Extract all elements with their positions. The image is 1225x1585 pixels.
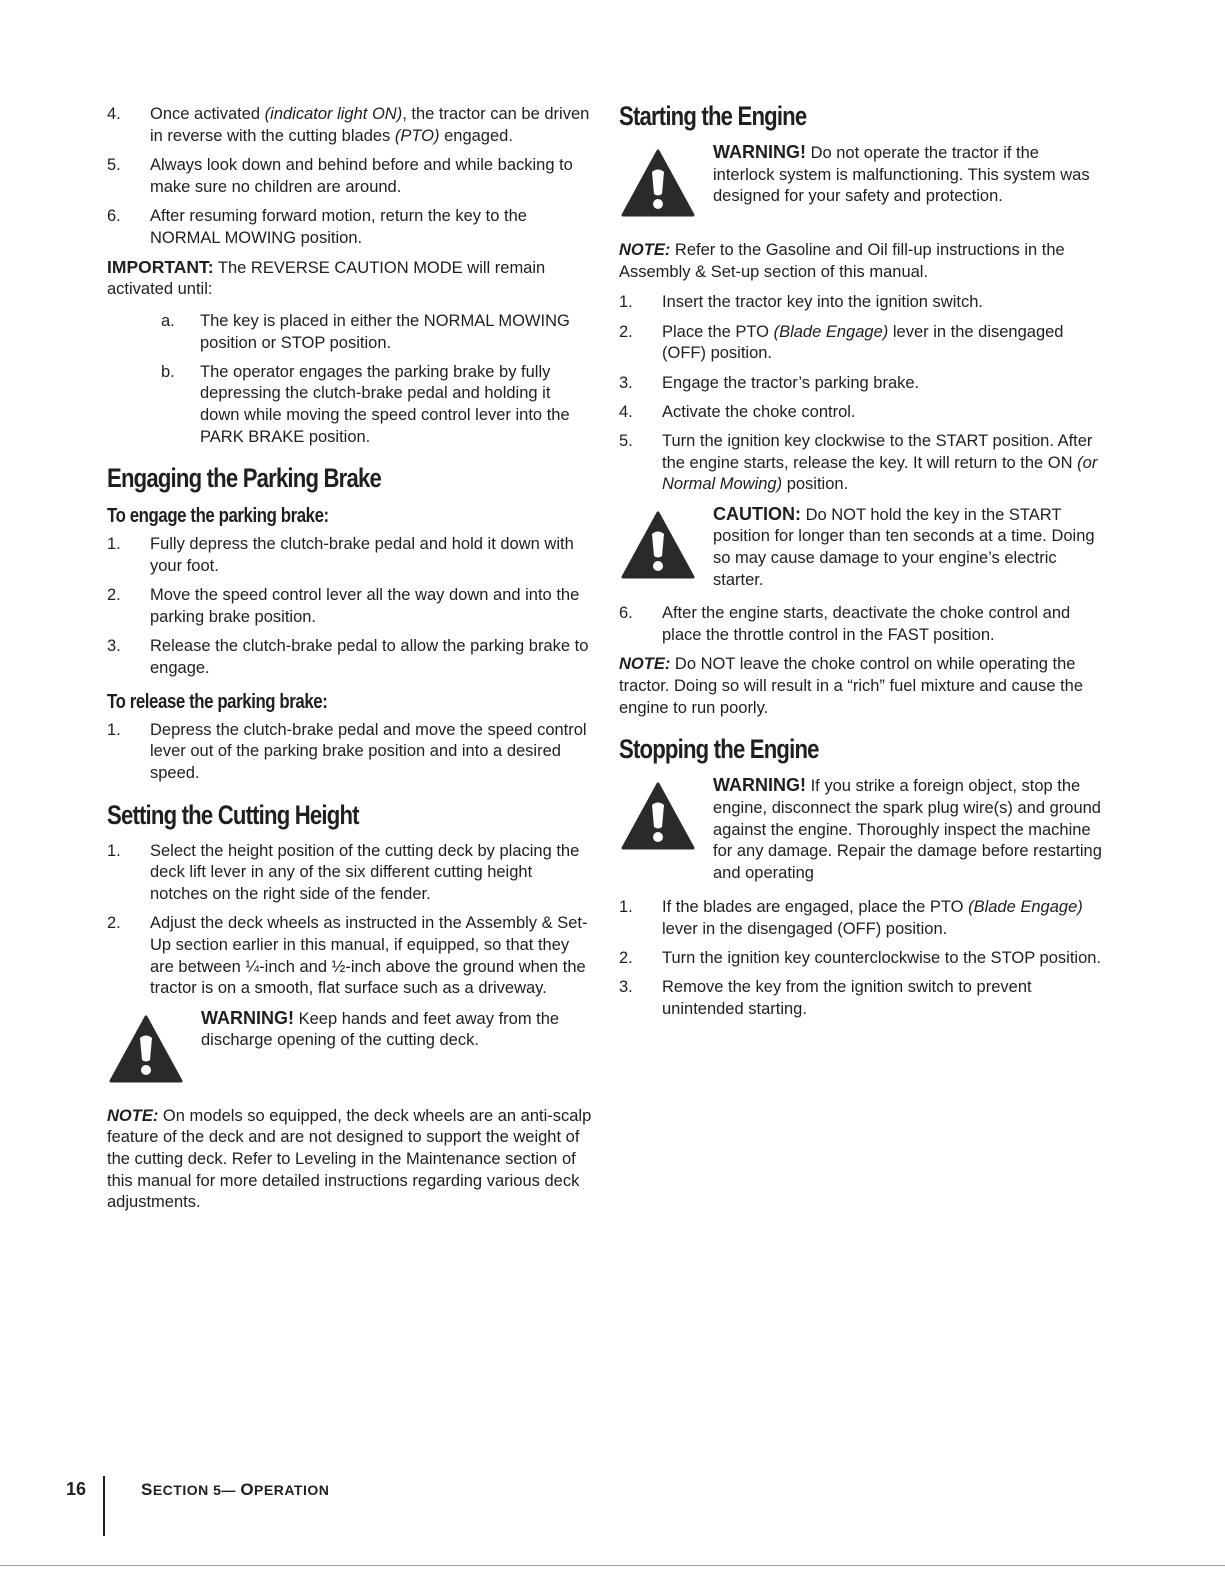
warning-triangle-icon — [621, 148, 695, 218]
list-item: 3. Engage the tractor’s parking brake. — [619, 373, 920, 392]
list-item: 1. Fully depress the clutch-brake pedal and hold it down with your foot. — [107, 535, 574, 576]
important-sublist — [155, 311, 592, 448]
engage-parking-list — [107, 534, 592, 679]
list-item: b. The operator engages the parking brake by fully depressing the clutch-brake pedal and holding it down while moving the speed control lever into the PARK BRAKE position. — [161, 362, 570, 446]
list-item: 3. Remove the key from the ignition switch to prevent unintended starting. — [619, 977, 1032, 1018]
deck-wheels-note: NOTE: On models so equipped, the deck wheels are an anti-scalp feature of the deck and are not designed to support the weight of the cutting deck. Refer to Leveling in the Maintenance section of this manual for more detailed instructions regarding various deck adjustments. — [107, 1106, 592, 1212]
release-parking-list — [107, 720, 592, 785]
choke-note: NOTE: Do NOT leave the choke control on while operating the tractor. Doing so will result in a “rich” fuel mixture and cause the engine to run poorly. — [619, 655, 1084, 717]
cutting-height-list — [107, 841, 592, 1000]
list-item: 5. Always look down and behind before and while backing to make sure no children are around. — [107, 155, 573, 196]
stopping-list — [619, 897, 1104, 1021]
list-item: 2. Adjust the deck wheels as instructed in the Assembly & Set-Up section earlier in this manual, if equipped, so that they are between ¼-inch and ½-inch above the ground when the tractor is on a smooth, flat surface such as a driveway. — [107, 914, 588, 998]
list-item: 3. Release the clutch-brake pedal to allow the parking brake to engage. — [107, 637, 589, 677]
reverse-caution-list — [107, 104, 592, 249]
list-item: 2. Turn the ignition key counterclockwise to the STOP position. — [619, 948, 1102, 967]
page-number: 16 — [66, 1479, 87, 1499]
right-column — [619, 101, 1104, 1028]
list-item: 6. After the engine starts, deactivate the choke control and place the throttle control in the FAST position. — [619, 604, 1071, 645]
list-item: a. The key is placed in either the NORMAL MOWING position or STOP position. — [161, 312, 570, 352]
deck-warning — [107, 1008, 592, 1094]
footer-divider — [103, 1476, 105, 1536]
list-item: 2. Move the speed control lever all the way down and into the parking brake position. — [107, 586, 580, 626]
starting-list-continued — [619, 603, 1104, 646]
warning-triangle-icon — [109, 1014, 183, 1084]
important-note: IMPORTANT: The REVERSE CAUTION MODE will remain activated until: — [107, 256, 546, 299]
engage-parking-subheading: To engage the parking brake: — [107, 504, 329, 528]
release-parking-subheading: To release the parking brake: — [107, 689, 328, 713]
list-item: 2. Place the PTO (Blade Engage) lever in the disengaged (OFF) position. — [619, 322, 1064, 363]
fillup-note: NOTE: Refer to the Gasoline and Oil fill-up instructions in the Assembly & Set-up section of this manual. — [619, 241, 1065, 281]
list-item: 4. Activate the choke control. — [619, 402, 856, 421]
list-item: 1. If the blades are engaged, place the PTO (Blade Engage) lever in the disengaged (OFF) position. — [619, 897, 1083, 938]
interlock-warning-text: WARNING! Do not operate the tractor if the interlock system is malfunctioning. This system was designed for your safety and protection. — [713, 142, 1090, 206]
starting-engine-heading: Starting the Engine — [619, 101, 807, 131]
foreign-object-warning — [619, 775, 1104, 885]
cutting-height-heading: Setting the Cutting Height — [107, 799, 359, 830]
list-item: 6. After resuming forward motion, return the key to the NORMAL MOWING position. — [107, 206, 527, 247]
page-bottom-edge — [0, 1565, 1225, 1566]
foreign-object-warning-text: WARNING! If you strike a foreign object, stop the engine, disconnect the spark plug wire(s) and ground against the engine. Thoroughly inspect the machine for any damage. Repair the damage before restarting and operating — [713, 775, 1102, 883]
list-item: 1. Insert the tractor key into the ignition switch. — [619, 293, 983, 312]
interlock-warning — [619, 142, 1104, 228]
starter-caution-text: CAUTION: Do NOT hold the key in the START position for longer than ten seconds at a time. Doing so may cause damage to your engine’s electric starter. — [713, 503, 1095, 589]
warning-triangle-icon — [621, 510, 695, 580]
left-column — [107, 104, 592, 1223]
starter-caution — [619, 504, 1104, 592]
deck-warning-text: WARNING! Keep hands and feet away from the discharge opening of the cutting deck. — [201, 1007, 560, 1050]
list-item: 1. Depress the clutch-brake pedal and move the speed control lever out of the parking brake position and into a desired speed. — [107, 720, 587, 782]
list-item: 5. Turn the ignition key clockwise to the START position. After the engine starts, release the key. It will return to the ON (or Normal Mowing) position. — [619, 431, 1098, 494]
starting-list — [619, 292, 1104, 496]
stopping-engine-heading: Stopping the Engine — [619, 734, 819, 765]
warning-triangle-icon — [621, 781, 695, 851]
list-item: 1. Select the height position of the cutting deck by placing the deck lift lever in any of the six different cutting height notches on the right side of the fender. — [107, 841, 580, 904]
list-item: 4. Once activated (indicator light ON), the tractor can be driven in reverse with the cutting blades (PTO) engaged. — [107, 105, 590, 145]
section-title: SECTION 5— OPERATION — [141, 1480, 330, 1499]
parking-brake-heading: Engaging the Parking Brake — [107, 463, 381, 494]
